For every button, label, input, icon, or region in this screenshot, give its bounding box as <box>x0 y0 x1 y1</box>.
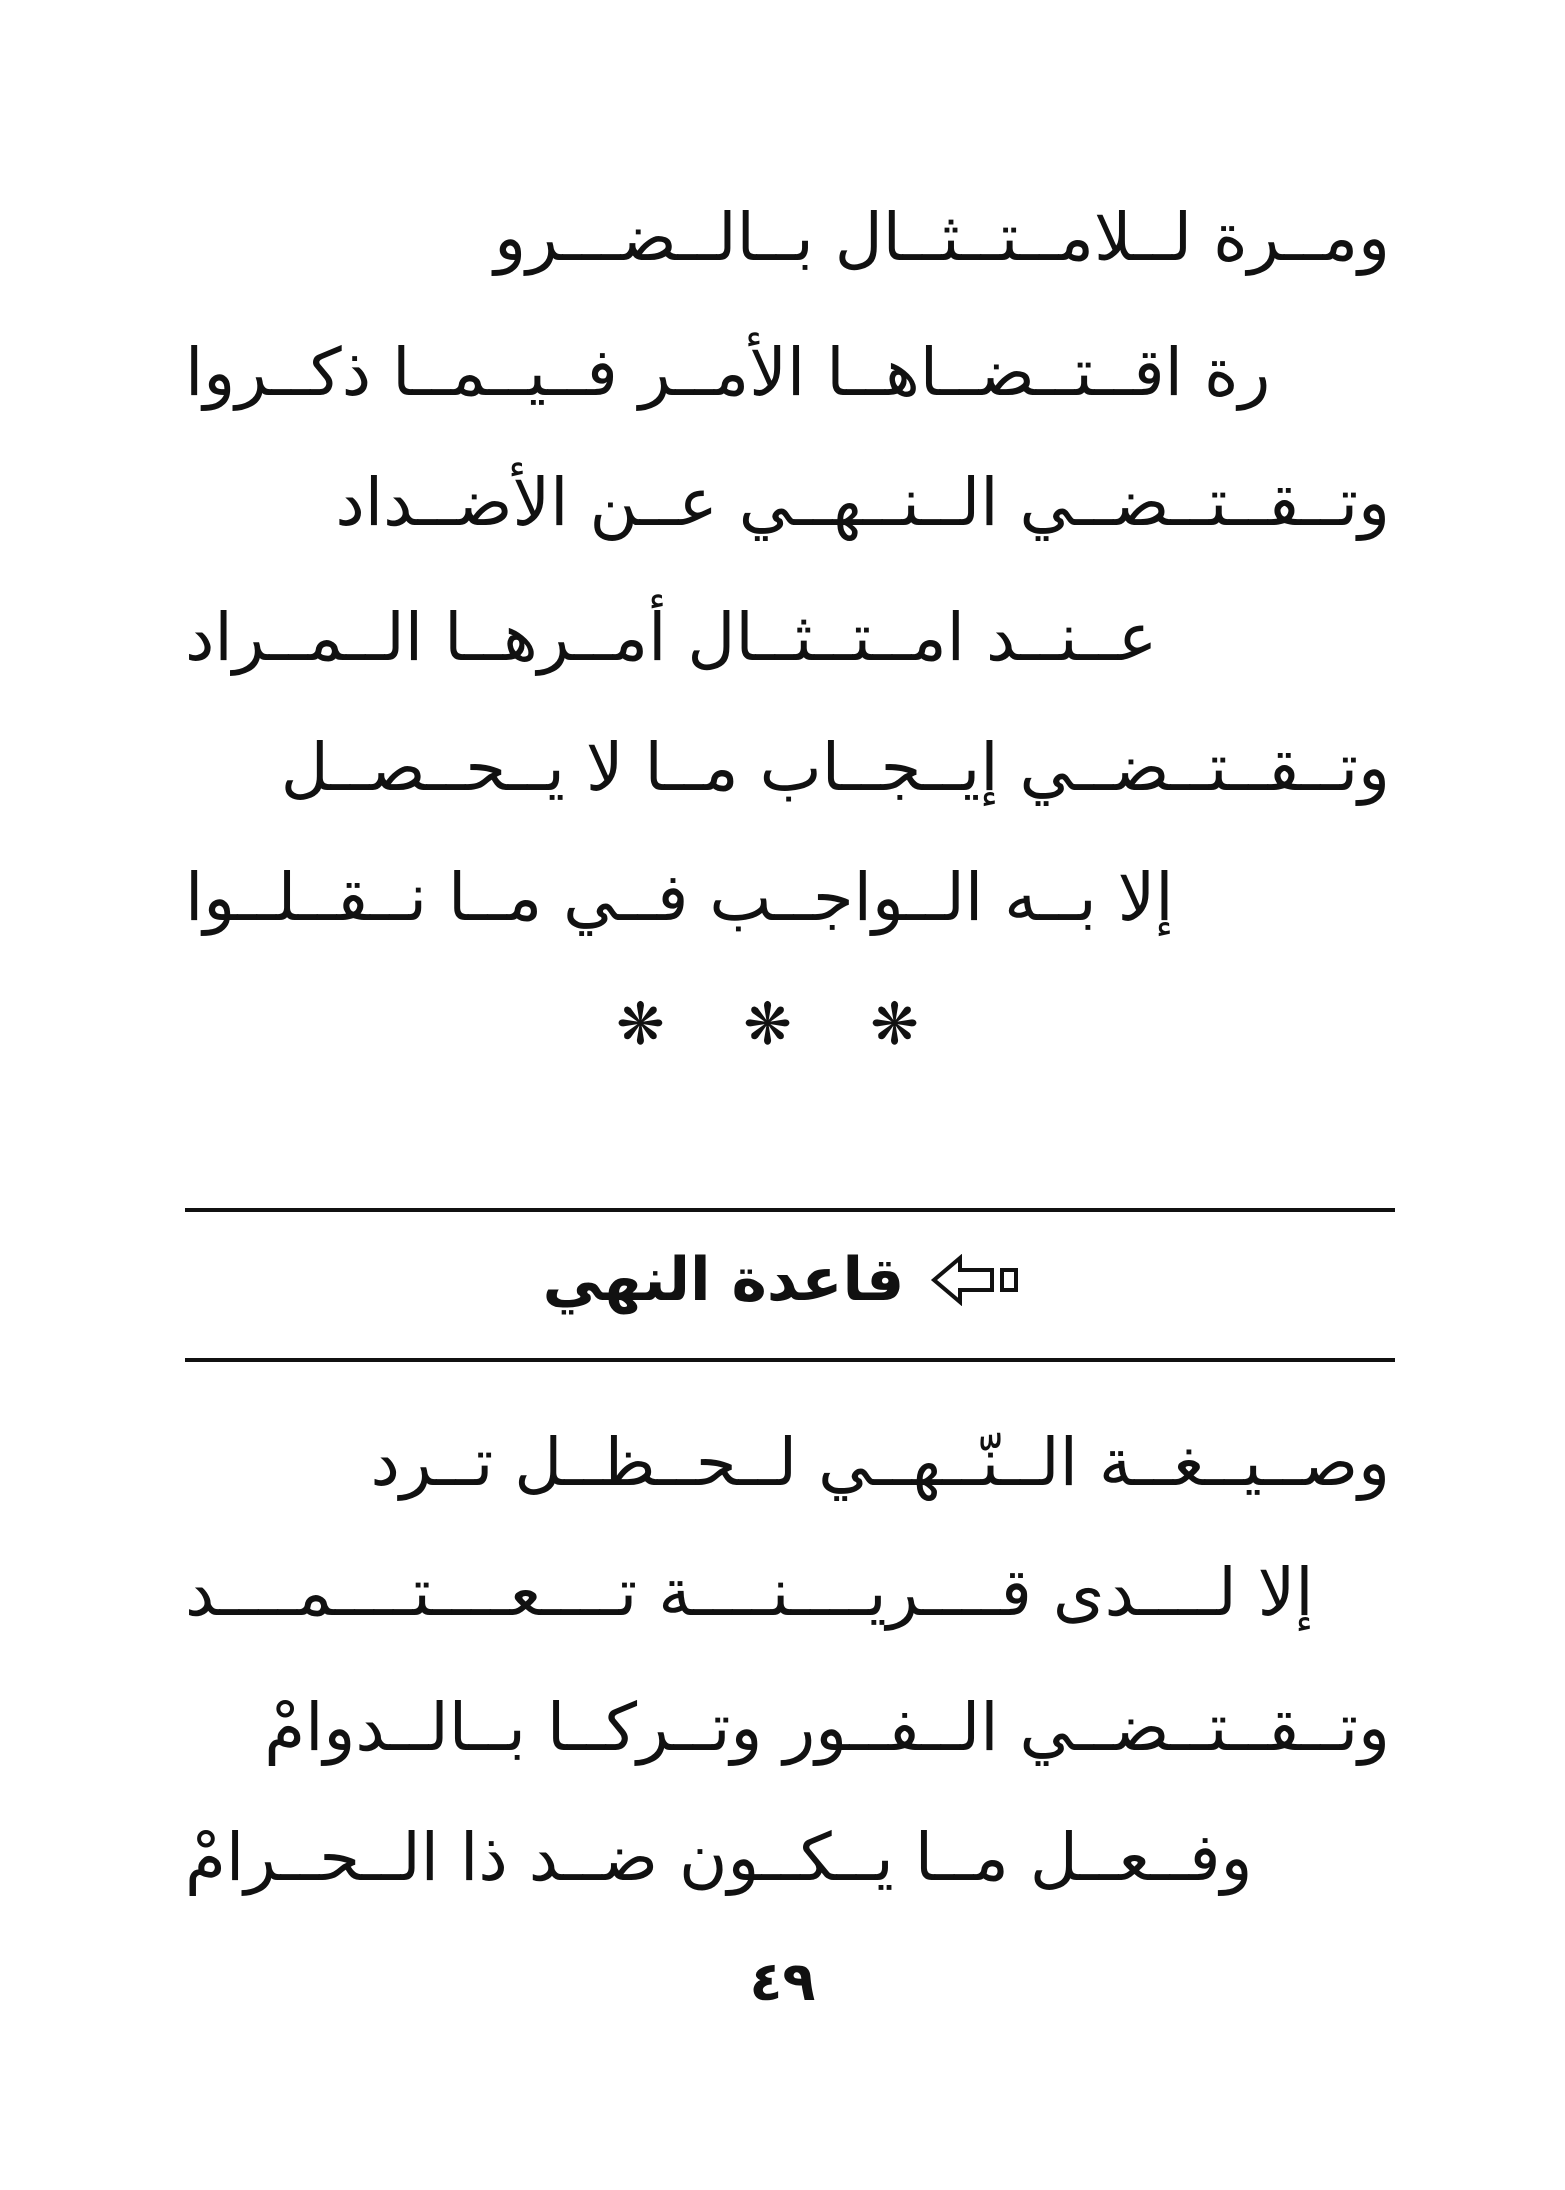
verse-line-3-sadr: وتــقــتــضــي إيــجــاب مــا لا يــحــصــل <box>280 729 1390 806</box>
verse-line-5-ajuz: وفــعــل مــا يــكــون ضــد ذا الــحــرامْ <box>185 1819 1253 1896</box>
verse-line-2-ajuz: عــنــد امــتــثــال أمــرهــا الــمــراد <box>185 599 1158 676</box>
page-number: ٤٩ <box>749 1950 816 2013</box>
left-arrow-box-icon <box>930 1254 1022 1306</box>
top-rule <box>185 1208 1395 1212</box>
section-separator: ❋ ❋ ❋ <box>616 990 949 1058</box>
verse-line-4-ajuz: إلا لــــدى قــــريــــنــــة تــــعــــتــــمــــد <box>185 1554 1314 1631</box>
verse-line-1-sadr: ومــرة لــلامــتــثــال بــالــضـــرو <box>494 199 1390 276</box>
verse-line-4-sadr: وصــيــغــة الــنّــهــي لــحــظــل تــرد <box>370 1424 1390 1501</box>
section-title: قاعدة النهي <box>542 1245 905 1315</box>
verse-line-2-sadr: وتــقــتــضــي الــنــهــي عــن الأضــداد <box>335 464 1390 541</box>
bottom-rule <box>185 1358 1395 1362</box>
verse-line-1-ajuz: رة اقــتــضــاهــا الأمــر فــيــمــا ذكــروا <box>185 334 1271 411</box>
section-heading <box>0 1245 1565 1316</box>
verse-line-5-sadr: وتــقــتــضــي الــفــور وتــركــا بــالــدوامْ <box>264 1689 1390 1766</box>
verse-line-3-ajuz: إلا بــه الــواجــب فــي مــا نــقــلــوا <box>185 859 1174 936</box>
